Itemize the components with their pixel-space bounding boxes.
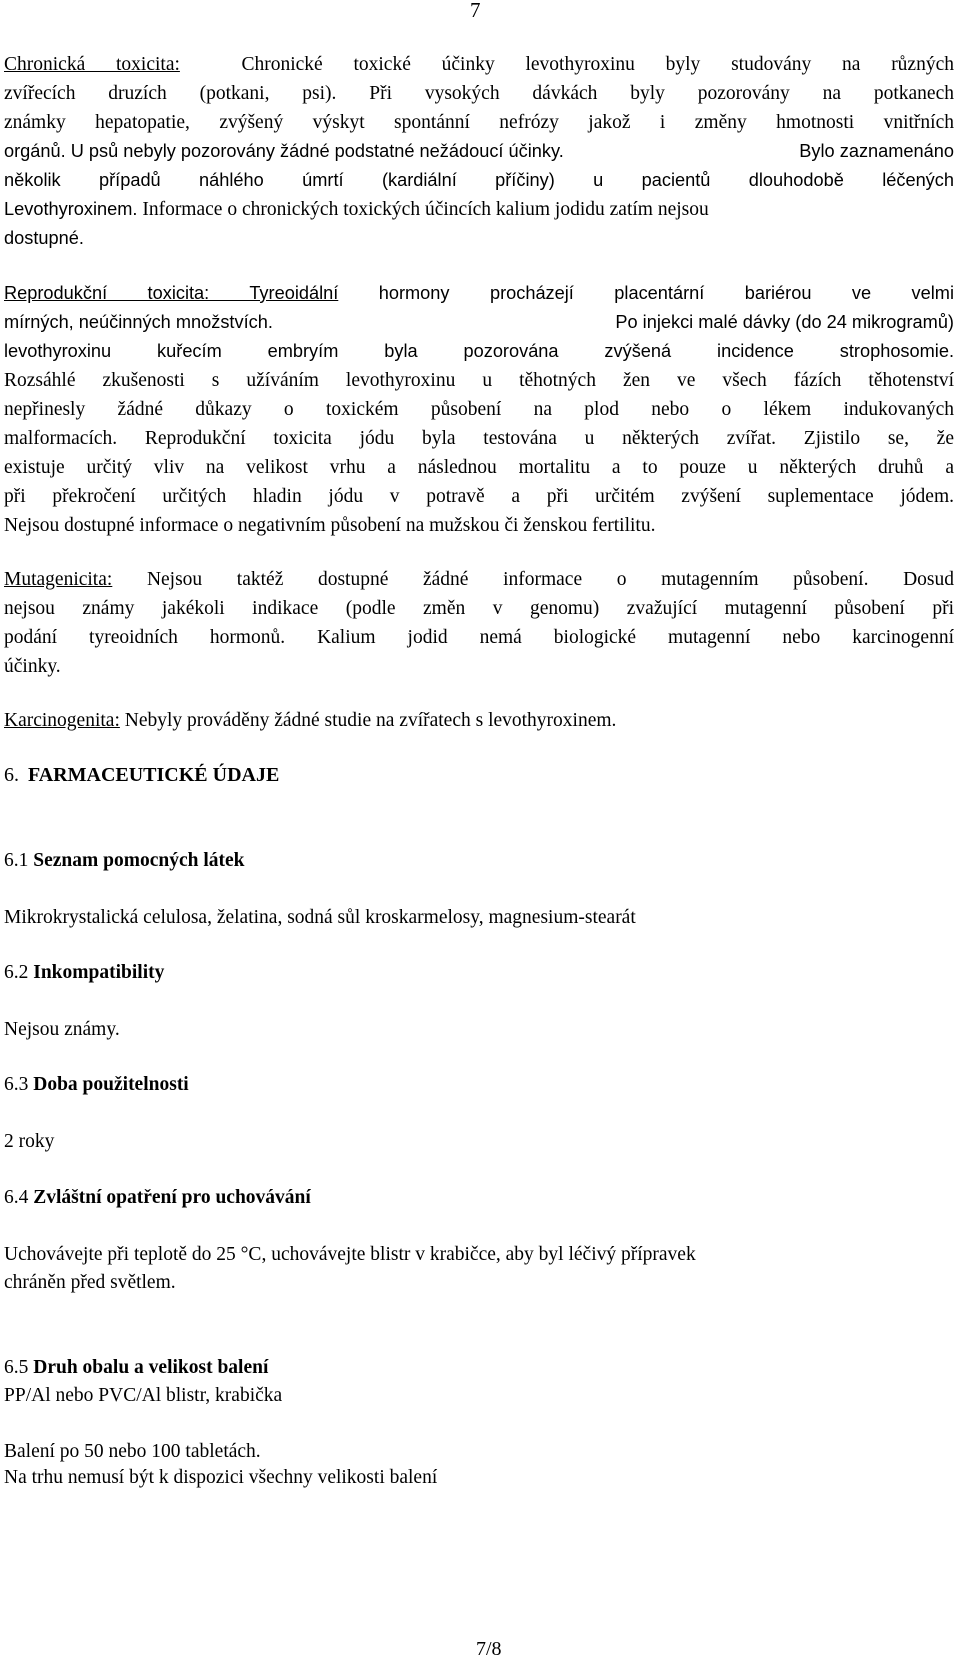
text-segment: Nebyly prováděny žádné studie na zvířatech s levothyroxinem. bbox=[124, 710, 617, 731]
mutagenicity-line-3: podání tyreoidních hormonů. Kalium jodid nemá biologické mutagenní nebo karcinogenní bbox=[4, 627, 954, 648]
section-6-5-line-2: Balení po 50 nebo 100 tabletách. bbox=[4, 1441, 261, 1462]
section-title: FARMACEUTICKÉ ÚDAJE bbox=[28, 764, 280, 786]
section-6-4-line-2: chráněn před světlem. bbox=[4, 1272, 176, 1293]
section-title: Seznam pomocných látek bbox=[33, 850, 245, 871]
text-line: orgánů. U psů nebyly pozorovány žádné podstatné nežádoucí účinky. bbox=[4, 141, 564, 161]
text-line: známky hepatopatie, zvýšený výskyt spontánní nefrózy jakož i změny hmotnosti vnitřních bbox=[4, 112, 954, 133]
text-segment: Chronické toxické účinky levothyroxinu byly studovány na různých bbox=[241, 54, 954, 75]
section-number: 6.5 bbox=[4, 1357, 29, 1378]
section-6-5-line-3: Na trhu nemusí být k dispozici všechny velikosti balení bbox=[4, 1467, 438, 1488]
carcinogenicity-line bbox=[4, 706, 954, 735]
text-segment: Informace o chronických toxických účincích kalium jodidu zatím nejsou bbox=[142, 199, 709, 220]
section-6-4-heading bbox=[4, 1183, 954, 1212]
text-segment: Levothyroxinem. bbox=[4, 199, 138, 219]
chronic-line-6: několik případů náhlého úmrtí (kardiální příčiny) u pacientů dlouhodobě léčených bbox=[4, 170, 954, 190]
reproductive-line-3: levothyroxinu kuřecím embryím byla pozorována zvýšená incidence strophosomie. bbox=[4, 341, 954, 361]
section-6-2-text: Nejsou známy. bbox=[4, 1019, 120, 1040]
text-segment: hormony procházejí placentární bariérou ve velmi bbox=[378, 283, 954, 303]
section-6-heading bbox=[4, 761, 954, 790]
reproductive-line-9: Nejsou dostupné informace o negativním působení na mužskou či ženskou fertilitu. bbox=[4, 515, 656, 536]
section-6-3-heading bbox=[4, 1070, 954, 1099]
mutagenicity-line-2: nejsou známy jakékoli indikace (podle změn v genomu) zvažující mutagenní působení při bbox=[4, 598, 954, 619]
section-title: Druh obalu a velikost balení bbox=[33, 1357, 269, 1378]
text-line: zvířecích druzích (potkani, psi). Při vysokých dávkách byly pozorovány na potkanech bbox=[4, 83, 954, 104]
section-6-5-heading bbox=[4, 1353, 954, 1382]
reproductive-toxicity-label: Reprodukční toxicita: Tyreoidální bbox=[4, 283, 339, 303]
section-number: 6. bbox=[4, 764, 19, 786]
page-number-top: 7 bbox=[470, 0, 481, 22]
section-6-2-heading bbox=[4, 958, 954, 987]
text-segment: Nejsou taktéž dostupné žádné informace o mutagenním působení. Dosud bbox=[146, 569, 955, 590]
section-title: Doba použitelnosti bbox=[33, 1074, 189, 1095]
section-number: 6.3 bbox=[4, 1074, 29, 1095]
page-number-bottom: 7/8 bbox=[476, 1638, 502, 1660]
mutagenicity-line-4: účinky. bbox=[4, 656, 61, 677]
section-title: Zvláštní opatření pro uchovávání bbox=[33, 1187, 311, 1208]
reproductive-line-2 bbox=[4, 308, 954, 337]
reproductive-line-7: existuje určitý vliv na velikost vrhu a následnou mortalitu a to pouze u některých druhů a bbox=[4, 457, 954, 478]
section-6-5-line-1: PP/Al nebo PVC/Al blistr, krabička bbox=[4, 1385, 283, 1406]
reproductive-line-8: při překročení určitých hladin jódu v potravě a při určitém zvýšení suplementace jódem. bbox=[4, 486, 954, 507]
mutagenicity-label: Mutagenicita: bbox=[4, 569, 113, 590]
text-segment: Po injekci malé dávky (do 24 mikrogramů) bbox=[615, 312, 954, 332]
section-6-1-text: Mikrokrystalická celulosa, želatina, sodná sůl kroskarmelosy, magnesium-stearát bbox=[4, 907, 636, 928]
text-segment: mírných, neúčinných množstvích. bbox=[4, 312, 273, 332]
chronic-line-9: dostupné. bbox=[4, 228, 84, 248]
section-6-1-heading bbox=[4, 846, 954, 875]
section-6-4-line-1: Uchovávejte při teplotě do 25 °C, uchovávejte blistr v krabičce, aby byl léčivý přípravek bbox=[4, 1244, 696, 1265]
chronic-line-5: Bylo zaznamenáno bbox=[799, 141, 954, 161]
section-title: Inkompatibility bbox=[33, 962, 165, 983]
reproductive-line-4: Rozsáhlé zkušenosti s užíváním levothyroxinu u těhotných žen ve všech fázích těhotenství bbox=[4, 370, 954, 391]
text-line bbox=[4, 50, 954, 79]
reproductive-line-6: malformacích. Reprodukční toxicita jódu byla testována u některých zvířat. Zjistilo se, že bbox=[4, 428, 954, 449]
section-number: 6.1 bbox=[4, 850, 29, 871]
mutagenicity-line-1 bbox=[4, 565, 954, 594]
section-number: 6.2 bbox=[4, 962, 29, 983]
section-6-3-text: 2 roky bbox=[4, 1131, 55, 1152]
carcinogenicity-label: Karcinogenita: bbox=[4, 710, 120, 731]
reproductive-line-5: nepřinesly žádné důkazy o toxickém působení na plod nebo o lékem indukovaných bbox=[4, 399, 954, 420]
reproductive-line-1 bbox=[4, 279, 954, 308]
section-number: 6.4 bbox=[4, 1187, 29, 1208]
chronic-line-7 bbox=[4, 195, 954, 224]
chronic-toxicity-label: Chronická toxicita: bbox=[4, 54, 180, 75]
